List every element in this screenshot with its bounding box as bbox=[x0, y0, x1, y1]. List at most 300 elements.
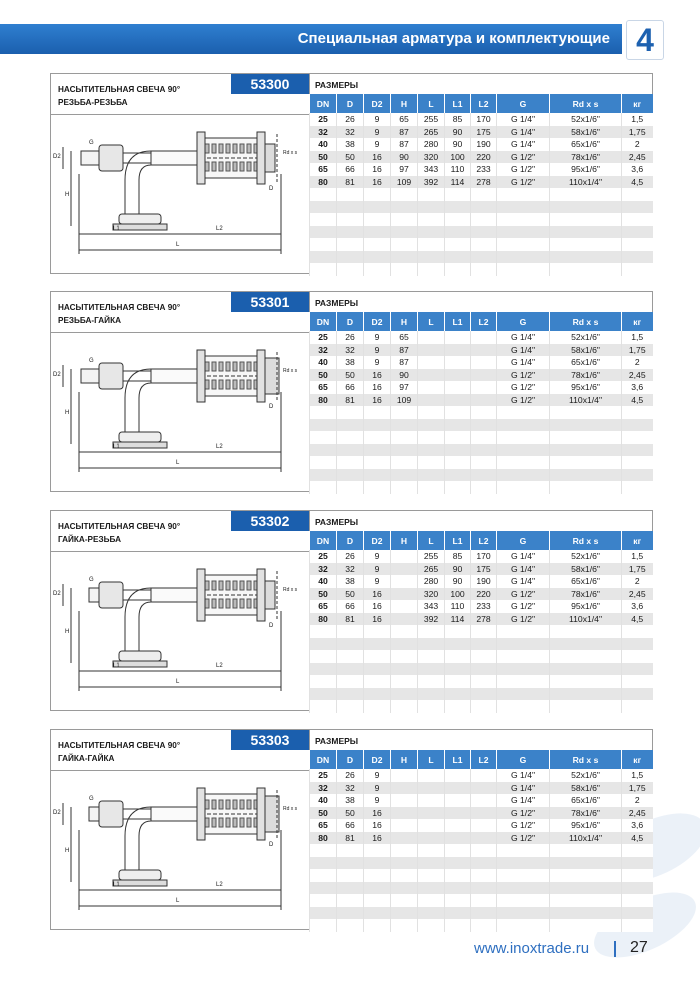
article-code-badge bbox=[231, 511, 309, 531]
table-cell-empty bbox=[497, 638, 550, 651]
table-cell: 343 bbox=[418, 600, 445, 613]
table-cell: 9 bbox=[364, 563, 391, 576]
table-cell: 85 bbox=[445, 113, 471, 126]
section-title-line2: РЕЗЬБА-РЕЗЬБА bbox=[58, 98, 128, 107]
table-cell-empty bbox=[497, 263, 550, 276]
table-cell: 50 bbox=[310, 807, 337, 820]
table-cell-empty bbox=[550, 894, 622, 907]
label-L: L bbox=[176, 242, 180, 248]
table-cell-empty bbox=[622, 481, 653, 494]
column-header: D bbox=[337, 750, 364, 769]
table-cell-empty bbox=[337, 638, 364, 651]
table-cell-empty bbox=[471, 251, 497, 264]
table-row bbox=[310, 613, 653, 626]
table-cell-empty bbox=[445, 481, 471, 494]
table-cell bbox=[391, 794, 418, 807]
table-row bbox=[310, 625, 653, 638]
table-cell-empty bbox=[445, 882, 471, 895]
table-cell-empty bbox=[550, 919, 622, 932]
table-cell: 280 bbox=[418, 575, 445, 588]
table-cell: 190 bbox=[471, 138, 497, 151]
table-cell bbox=[418, 356, 445, 369]
table-cell: 392 bbox=[418, 176, 445, 189]
table-cell-empty bbox=[391, 638, 418, 651]
table-cell-empty bbox=[418, 638, 445, 651]
table-cell-empty bbox=[337, 469, 364, 482]
label-D: D bbox=[269, 404, 274, 410]
table-cell-empty bbox=[337, 857, 364, 870]
column-header: D bbox=[337, 312, 364, 331]
table-cell: 81 bbox=[337, 394, 364, 407]
label-L: L bbox=[176, 679, 180, 685]
table-cell-empty bbox=[337, 700, 364, 713]
table-cell: 65x1/6" bbox=[550, 794, 622, 807]
column-header: H bbox=[391, 531, 418, 550]
table-cell: 25 bbox=[310, 113, 337, 126]
table-cell: 90 bbox=[391, 369, 418, 382]
table-cell-empty bbox=[445, 469, 471, 482]
technical-drawing bbox=[51, 770, 310, 929]
table-cell-empty bbox=[497, 663, 550, 676]
column-header: L1 bbox=[445, 750, 471, 769]
table-cell-empty bbox=[550, 469, 622, 482]
table-cell-empty bbox=[337, 650, 364, 663]
table-cell-empty bbox=[391, 894, 418, 907]
table-cell-empty bbox=[445, 663, 471, 676]
table-cell-empty bbox=[310, 700, 337, 713]
table-cell: 1,75 bbox=[622, 782, 653, 795]
table-cell-empty bbox=[471, 201, 497, 214]
table-cell-empty bbox=[497, 481, 550, 494]
table-cell-empty bbox=[550, 456, 622, 469]
table-cell: 58x1/6" bbox=[550, 344, 622, 357]
table-cell-empty bbox=[622, 907, 653, 920]
table-cell bbox=[445, 369, 471, 382]
table-cell: 1,75 bbox=[622, 563, 653, 576]
table-cell-empty bbox=[471, 625, 497, 638]
article-code-badge bbox=[231, 730, 309, 750]
table-cell: 100 bbox=[445, 151, 471, 164]
table-cell-empty bbox=[391, 469, 418, 482]
table-cell: 4,5 bbox=[622, 613, 653, 626]
dimensions-heading: РАЗМЕРЫ bbox=[315, 298, 359, 308]
table-cell bbox=[418, 794, 445, 807]
table-cell-empty bbox=[445, 263, 471, 276]
table-cell bbox=[471, 331, 497, 344]
table-cell-empty bbox=[418, 188, 445, 201]
table-cell bbox=[471, 344, 497, 357]
table-cell: 255 bbox=[418, 113, 445, 126]
table-cell-empty bbox=[418, 469, 445, 482]
table-cell-empty bbox=[550, 481, 622, 494]
table-cell: 32 bbox=[337, 126, 364, 139]
label-Rd: Rd x s bbox=[283, 368, 298, 374]
table-cell: 52x1/6" bbox=[550, 331, 622, 344]
table-cell-empty bbox=[471, 456, 497, 469]
table-cell-empty bbox=[471, 869, 497, 882]
label-L1: L1 bbox=[113, 226, 120, 232]
table-cell: 2 bbox=[622, 138, 653, 151]
table-cell: 65 bbox=[310, 163, 337, 176]
table-cell: 65x1/6" bbox=[550, 356, 622, 369]
table-cell-empty bbox=[471, 882, 497, 895]
table-cell-empty bbox=[622, 444, 653, 457]
table-cell-empty bbox=[550, 625, 622, 638]
table-cell-empty bbox=[310, 251, 337, 264]
table-cell: G 1/2" bbox=[497, 163, 550, 176]
table-cell bbox=[391, 588, 418, 601]
table-cell-empty bbox=[364, 844, 391, 857]
table-row bbox=[310, 126, 653, 139]
article-code: 53301 bbox=[250, 294, 290, 310]
table-cell: G 1/2" bbox=[497, 588, 550, 601]
table-cell-empty bbox=[391, 882, 418, 895]
table-cell-empty bbox=[622, 188, 653, 201]
table-cell: 50 bbox=[310, 151, 337, 164]
table-cell-empty bbox=[391, 907, 418, 920]
table-cell: G 1/4" bbox=[497, 563, 550, 576]
table-cell-empty bbox=[497, 882, 550, 895]
table-row bbox=[310, 113, 653, 126]
table-cell-empty bbox=[310, 444, 337, 457]
table-cell-empty bbox=[310, 919, 337, 932]
table-cell-empty bbox=[497, 419, 550, 432]
table-cell: 9 bbox=[364, 113, 391, 126]
table-cell: 175 bbox=[471, 563, 497, 576]
table-cell: 65 bbox=[310, 600, 337, 613]
table-row bbox=[310, 782, 653, 795]
table-cell-empty bbox=[364, 625, 391, 638]
table-cell-empty bbox=[337, 238, 364, 251]
label-Rd: Rd x s bbox=[283, 806, 298, 812]
table-row bbox=[310, 588, 653, 601]
table-cell-empty bbox=[445, 688, 471, 701]
table-cell-empty bbox=[497, 625, 550, 638]
table-cell-empty bbox=[364, 688, 391, 701]
table-row bbox=[310, 894, 653, 907]
table-cell-empty bbox=[310, 857, 337, 870]
column-header: L2 bbox=[471, 531, 497, 550]
table-cell-empty bbox=[497, 688, 550, 701]
table-cell-empty bbox=[471, 213, 497, 226]
table-cell: 65 bbox=[391, 113, 418, 126]
table-cell-empty bbox=[364, 882, 391, 895]
table-cell-empty bbox=[337, 406, 364, 419]
table-cell-empty bbox=[418, 869, 445, 882]
column-header: Rd x s bbox=[550, 531, 622, 550]
table-cell-empty bbox=[310, 869, 337, 882]
table-cell-empty bbox=[391, 857, 418, 870]
table-cell: 9 bbox=[364, 331, 391, 344]
table-row bbox=[310, 563, 653, 576]
table-cell: G 1/2" bbox=[497, 819, 550, 832]
table-cell-empty bbox=[622, 857, 653, 870]
table-cell bbox=[391, 819, 418, 832]
table-cell-empty bbox=[418, 625, 445, 638]
table-cell-empty bbox=[418, 844, 445, 857]
table-cell: 80 bbox=[310, 832, 337, 845]
table-cell-empty bbox=[445, 857, 471, 870]
table-cell: G 1/4" bbox=[497, 126, 550, 139]
table-cell-empty bbox=[310, 406, 337, 419]
footer-divider bbox=[614, 941, 616, 957]
table-cell: 40 bbox=[310, 356, 337, 369]
table-cell-empty bbox=[550, 251, 622, 264]
label-D2: D2 bbox=[53, 372, 61, 378]
table-cell-empty bbox=[497, 675, 550, 688]
table-row bbox=[310, 201, 653, 214]
table-cell: G 1/2" bbox=[497, 600, 550, 613]
table-cell-empty bbox=[418, 251, 445, 264]
table-cell: 38 bbox=[337, 794, 364, 807]
table-cell-empty bbox=[550, 857, 622, 870]
table-cell-empty bbox=[337, 882, 364, 895]
table-cell bbox=[471, 819, 497, 832]
table-cell: 109 bbox=[391, 176, 418, 189]
column-header: D2 bbox=[364, 94, 391, 113]
table-cell-empty bbox=[364, 456, 391, 469]
table-cell: 3,6 bbox=[622, 819, 653, 832]
table-cell-empty bbox=[418, 419, 445, 432]
table-cell-empty bbox=[622, 201, 653, 214]
table-cell-empty bbox=[310, 481, 337, 494]
section-title-line1: НАСЫТИТЕЛЬНАЯ СВЕЧА 90° bbox=[58, 303, 181, 312]
table-row bbox=[310, 638, 653, 651]
section-title-line2: ГАЙКА-ГАЙКА bbox=[58, 754, 115, 763]
table-cell-empty bbox=[337, 263, 364, 276]
column-header: H bbox=[391, 750, 418, 769]
page-number: 27 bbox=[630, 939, 648, 956]
table-cell: 1,5 bbox=[622, 331, 653, 344]
table-cell-empty bbox=[622, 650, 653, 663]
table-cell: G 1/4" bbox=[497, 769, 550, 782]
chapter-number: 4 bbox=[636, 22, 654, 58]
table-cell-empty bbox=[418, 882, 445, 895]
table-cell-empty bbox=[622, 406, 653, 419]
table-row bbox=[310, 600, 653, 613]
table-cell bbox=[445, 819, 471, 832]
table-cell-empty bbox=[471, 188, 497, 201]
table-row bbox=[310, 251, 653, 264]
table-cell-empty bbox=[622, 894, 653, 907]
table-cell: 392 bbox=[418, 613, 445, 626]
table-cell: 26 bbox=[337, 113, 364, 126]
table-cell: 220 bbox=[471, 588, 497, 601]
table-cell-empty bbox=[391, 251, 418, 264]
table-cell: 16 bbox=[364, 163, 391, 176]
table-cell: 2,45 bbox=[622, 807, 653, 820]
table-cell: 2 bbox=[622, 575, 653, 588]
table-row bbox=[310, 819, 653, 832]
table-cell-empty bbox=[418, 907, 445, 920]
table-cell-empty bbox=[550, 201, 622, 214]
table-cell-empty bbox=[471, 857, 497, 870]
table-cell-empty bbox=[391, 844, 418, 857]
table-cell bbox=[418, 807, 445, 820]
table-cell: 50 bbox=[310, 588, 337, 601]
table-cell-empty bbox=[497, 857, 550, 870]
table-row bbox=[310, 481, 653, 494]
table-cell-empty bbox=[445, 650, 471, 663]
table-cell-empty bbox=[471, 444, 497, 457]
dimensions-table bbox=[309, 750, 653, 932]
table-cell: 65x1/6" bbox=[550, 575, 622, 588]
table-cell: 66 bbox=[337, 381, 364, 394]
table-cell-empty bbox=[622, 213, 653, 226]
table-cell: 87 bbox=[391, 344, 418, 357]
table-cell-empty bbox=[337, 201, 364, 214]
table-cell-empty bbox=[445, 625, 471, 638]
table-cell-empty bbox=[337, 625, 364, 638]
table-cell bbox=[471, 794, 497, 807]
table-cell: 16 bbox=[364, 369, 391, 382]
table-cell: 190 bbox=[471, 575, 497, 588]
table-cell-empty bbox=[550, 238, 622, 251]
table-cell bbox=[391, 807, 418, 820]
table-cell: 114 bbox=[445, 613, 471, 626]
table-cell-empty bbox=[337, 226, 364, 239]
table-cell-empty bbox=[391, 869, 418, 882]
label-L2: L2 bbox=[216, 663, 223, 669]
table-cell: 16 bbox=[364, 819, 391, 832]
table-cell-empty bbox=[337, 919, 364, 932]
table-cell-empty bbox=[445, 238, 471, 251]
table-row bbox=[310, 675, 653, 688]
table-cell-empty bbox=[418, 456, 445, 469]
table-cell: 9 bbox=[364, 769, 391, 782]
table-cell: 16 bbox=[364, 381, 391, 394]
table-cell: 32 bbox=[337, 563, 364, 576]
table-row bbox=[310, 138, 653, 151]
column-header: L bbox=[418, 312, 445, 331]
table-cell-empty bbox=[337, 688, 364, 701]
table-row bbox=[310, 213, 653, 226]
dimensions-heading: РАЗМЕРЫ bbox=[315, 517, 359, 527]
table-cell: 52x1/6" bbox=[550, 769, 622, 782]
section-title-line1: НАСЫТИТЕЛЬНАЯ СВЕЧА 90° bbox=[58, 741, 181, 750]
label-L2: L2 bbox=[216, 226, 223, 232]
table-cell-empty bbox=[497, 431, 550, 444]
table-cell-empty bbox=[550, 869, 622, 882]
article-code: 53303 bbox=[250, 732, 290, 748]
table-cell-empty bbox=[497, 700, 550, 713]
table-cell: 1,75 bbox=[622, 126, 653, 139]
table-cell-empty bbox=[550, 700, 622, 713]
table-cell: 4,5 bbox=[622, 394, 653, 407]
table-cell bbox=[445, 782, 471, 795]
column-header: кг bbox=[622, 531, 653, 550]
column-header: G bbox=[497, 531, 550, 550]
table-cell-empty bbox=[418, 201, 445, 214]
table-cell: 220 bbox=[471, 151, 497, 164]
table-cell: 32 bbox=[337, 344, 364, 357]
table-cell-empty bbox=[622, 419, 653, 432]
table-cell: 65x1/6" bbox=[550, 138, 622, 151]
table-cell bbox=[418, 819, 445, 832]
table-cell: 110x1/4" bbox=[550, 613, 622, 626]
table-cell: 95x1/6" bbox=[550, 600, 622, 613]
chapter-badge bbox=[626, 20, 664, 60]
label-H: H bbox=[65, 629, 70, 635]
table-cell-empty bbox=[391, 700, 418, 713]
table-cell-empty bbox=[310, 894, 337, 907]
table-cell-empty bbox=[497, 844, 550, 857]
table-cell: 32 bbox=[310, 563, 337, 576]
table-cell-empty bbox=[471, 469, 497, 482]
table-row bbox=[310, 550, 653, 563]
label-L2: L2 bbox=[216, 444, 223, 450]
table-cell-empty bbox=[622, 431, 653, 444]
table-row bbox=[310, 431, 653, 444]
table-cell: 110x1/4" bbox=[550, 832, 622, 845]
table-row bbox=[310, 807, 653, 820]
label-Rd: Rd x s bbox=[283, 150, 298, 156]
table-cell: 38 bbox=[337, 138, 364, 151]
table-cell-empty bbox=[471, 638, 497, 651]
table-cell-empty bbox=[391, 456, 418, 469]
table-cell: G 1/2" bbox=[497, 176, 550, 189]
table-cell-empty bbox=[310, 213, 337, 226]
table-cell-empty bbox=[471, 238, 497, 251]
table-cell-empty bbox=[310, 419, 337, 432]
table-cell: 278 bbox=[471, 176, 497, 189]
table-cell: 25 bbox=[310, 769, 337, 782]
table-cell: 26 bbox=[337, 550, 364, 563]
table-cell-empty bbox=[364, 857, 391, 870]
table-cell-empty bbox=[364, 444, 391, 457]
table-cell-empty bbox=[391, 444, 418, 457]
table-cell: 175 bbox=[471, 126, 497, 139]
table-cell-empty bbox=[445, 406, 471, 419]
table-cell-empty bbox=[497, 919, 550, 932]
table-cell: 2 bbox=[622, 794, 653, 807]
table-cell: 78x1/6" bbox=[550, 369, 622, 382]
section-title-line2: ГАЙКА-РЕЗЬБА bbox=[58, 535, 121, 544]
table-cell-empty bbox=[310, 263, 337, 276]
header-banner bbox=[0, 24, 622, 54]
table-row bbox=[310, 575, 653, 588]
table-cell: 100 bbox=[445, 588, 471, 601]
table-cell-empty bbox=[364, 226, 391, 239]
table-cell-empty bbox=[364, 469, 391, 482]
table-cell bbox=[445, 344, 471, 357]
table-cell-empty bbox=[497, 406, 550, 419]
label-L1: L1 bbox=[113, 663, 120, 669]
table-cell-empty bbox=[418, 263, 445, 276]
column-header: H bbox=[391, 312, 418, 331]
table-cell-empty bbox=[550, 675, 622, 688]
column-header: Rd x s bbox=[550, 312, 622, 331]
table-cell: 66 bbox=[337, 163, 364, 176]
table-cell-empty bbox=[364, 481, 391, 494]
table-cell-empty bbox=[622, 238, 653, 251]
footer-url[interactable]: www.inoxtrade.ru bbox=[474, 940, 590, 957]
table-cell-empty bbox=[310, 469, 337, 482]
table-cell: 16 bbox=[364, 600, 391, 613]
table-cell bbox=[445, 356, 471, 369]
table-cell-empty bbox=[310, 688, 337, 701]
table-cell-empty bbox=[550, 844, 622, 857]
table-cell: 81 bbox=[337, 832, 364, 845]
table-row bbox=[310, 794, 653, 807]
table-row bbox=[310, 226, 653, 239]
table-cell bbox=[471, 769, 497, 782]
table-cell-empty bbox=[497, 650, 550, 663]
table-cell: 90 bbox=[445, 126, 471, 139]
column-header: кг bbox=[622, 312, 653, 331]
table-cell: 320 bbox=[418, 151, 445, 164]
table-cell-empty bbox=[445, 844, 471, 857]
